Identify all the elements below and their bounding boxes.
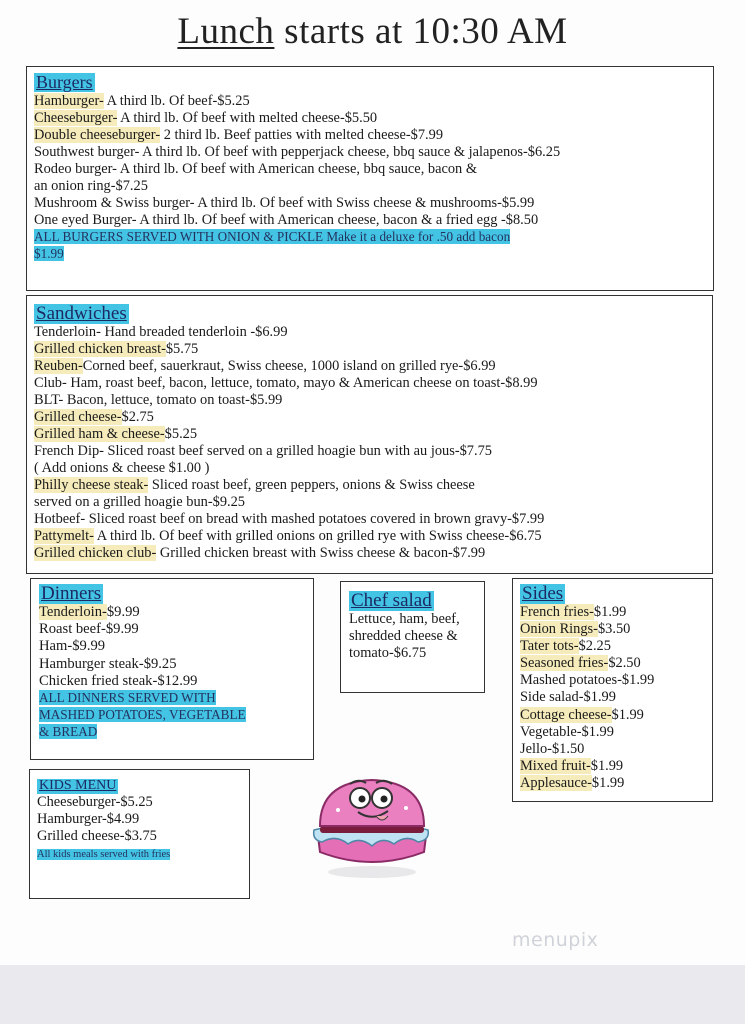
menu-item-name: Hotbeef- bbox=[34, 511, 86, 527]
menu-item-description: Grilled chicken breast with Swiss cheese & bacon-$7.99 bbox=[156, 545, 486, 561]
menu-item-name: Mashed potatoes- bbox=[520, 672, 622, 689]
menu-item-line bbox=[520, 707, 712, 724]
dinners-section bbox=[30, 578, 314, 760]
menu-item-line bbox=[520, 741, 712, 758]
menu-item-name: Mushroom & Swiss burger- bbox=[34, 195, 195, 211]
menu-item-name: Tater tots- bbox=[520, 638, 579, 655]
menu-item-line bbox=[34, 494, 712, 511]
menu-item-description: Ham, roast beef, bacon, lettuce, tomato, mayo & American cheese on toast-$8.99 bbox=[66, 375, 538, 391]
menu-item-line bbox=[34, 511, 712, 528]
menu-item-description: $1.50 bbox=[551, 740, 585, 757]
menu-item-line bbox=[34, 375, 712, 392]
menu-item-description: $4.99 bbox=[106, 811, 140, 827]
menu-item-name: Vegetable- bbox=[520, 723, 582, 740]
menu-item-line bbox=[520, 621, 712, 638]
menu-item-name: Hamburger steak- bbox=[39, 655, 144, 672]
menu-item-line bbox=[37, 794, 249, 811]
menu-item-description: $5.75 bbox=[165, 341, 199, 357]
menu-item-line bbox=[520, 758, 712, 775]
menu-item-line bbox=[520, 655, 712, 672]
menu-item-name: Philly cheese steak- bbox=[34, 477, 149, 493]
menu-item-line bbox=[34, 144, 713, 161]
menu-item-description: $2.50 bbox=[608, 655, 641, 672]
page-title bbox=[0, 10, 745, 53]
menu-item-description: $1.99 bbox=[611, 706, 644, 723]
menu-item-name: Grilled ham & cheese- bbox=[34, 426, 165, 442]
menu-item-line bbox=[34, 358, 712, 375]
menu-item-name: Cheeseburger- bbox=[34, 110, 118, 126]
menu-item-line bbox=[39, 604, 313, 621]
mascot-sesame bbox=[336, 808, 340, 812]
menu-item-name: Jello- bbox=[520, 740, 552, 757]
menu-item-description: Corned beef, sauerkraut, Swiss cheese, 1000 island on grilled rye-$6.99 bbox=[82, 358, 496, 374]
mascot-left-pupil bbox=[359, 796, 366, 803]
menu-item-name: Roast beef- bbox=[39, 621, 106, 638]
menu-item-line bbox=[520, 724, 712, 741]
menu-item-description: Bacon, lettuce, tomato on toast-$5.99 bbox=[63, 392, 283, 408]
menu-item-description: A third lb. Of beef with Swiss cheese & mushrooms-$5.99 bbox=[194, 195, 535, 211]
menu-item-description: $9.25 bbox=[143, 655, 177, 672]
menu-item-line bbox=[34, 392, 712, 409]
sides-heading: Sides bbox=[522, 583, 564, 604]
menu-item-name: Grilled chicken club- bbox=[34, 545, 157, 561]
kids-menu-section bbox=[29, 769, 250, 899]
burgers-section bbox=[26, 66, 714, 291]
chef-salad-description: Lettuce, ham, beef, shredded cheese & tomato-$6.75 bbox=[349, 611, 460, 661]
menu-item-description: 2 third lb. Beef patties with melted cheese-$7.99 bbox=[160, 127, 444, 143]
menu-item-description: $3.75 bbox=[124, 828, 157, 844]
menu-item-line bbox=[34, 443, 712, 460]
menu-item-description: A third lb. Of beef with melted cheese-$5.50 bbox=[117, 110, 378, 126]
menu-item-description: A third lb. Of beef with grilled onions on grilled rye with Swiss cheese-$6.75 bbox=[93, 528, 542, 544]
mascot-shadow bbox=[328, 866, 416, 878]
menu-item-line bbox=[520, 638, 712, 655]
menu-item-line bbox=[34, 545, 712, 562]
menu-item-description: an onion ring-$7.25 bbox=[34, 178, 148, 194]
menu-item-description: $1.99 bbox=[621, 672, 655, 689]
menu-item-name: One eyed Burger- bbox=[34, 212, 137, 228]
burger-mascot-image bbox=[306, 764, 436, 884]
menu-item-description: served on a grilled hoagie bun-$9.25 bbox=[34, 494, 246, 510]
menu-item-line bbox=[39, 673, 313, 690]
menu-item-name: BLT- bbox=[34, 392, 64, 408]
dinners-note-line: & BREAD bbox=[39, 724, 98, 740]
sandwiches-section bbox=[26, 295, 713, 574]
menu-item-name: Ham- bbox=[39, 638, 73, 655]
menu-item-description: $1.99 bbox=[593, 604, 627, 620]
menu-item-description: $2.25 bbox=[578, 638, 611, 655]
menu-item-line bbox=[34, 195, 713, 212]
menu-item-description: A third lb. Of beef with American cheese, bacon & a fried egg -$8.50 bbox=[136, 212, 539, 228]
menu-item-line bbox=[34, 93, 713, 110]
menu-item-name: Hamburger- bbox=[37, 811, 107, 827]
kids-note: All kids meals served with fries bbox=[37, 849, 171, 860]
menu-item-description: Hand breaded tenderloin -$6.99 bbox=[100, 324, 288, 340]
menu-item-description: A third lb. Of beef with American cheese, bbq sauce, bacon & bbox=[116, 161, 478, 177]
menu-item-description: Sliced roast beef served on a grilled hoagie bun with au jous-$7.75 bbox=[103, 443, 492, 459]
menu-item-line bbox=[34, 477, 712, 494]
menu-item-description: A third lb. Of beef-$5.25 bbox=[103, 93, 250, 109]
menu-item-line bbox=[39, 621, 313, 638]
menu-item-description: Sliced roast beef, green peppers, onions & Swiss cheese bbox=[148, 477, 475, 493]
menu-item-description: $9.99 bbox=[105, 621, 139, 638]
watermark: menupix bbox=[512, 929, 599, 951]
mascot-patty bbox=[320, 826, 424, 833]
menu-item-line bbox=[39, 638, 313, 655]
menu-item-description: $1.99 bbox=[583, 689, 616, 706]
menu-item-name: Side salad- bbox=[520, 689, 584, 706]
menu-item-description: Sliced roast beef on bread with mashed potatoes covered in brown gravy-$7.99 bbox=[85, 511, 545, 527]
menu-item-description: $2.75 bbox=[121, 409, 154, 425]
menu-item-line bbox=[34, 110, 713, 127]
menu-item-line bbox=[520, 775, 712, 792]
menu-item-line bbox=[520, 672, 712, 689]
menu-item-line bbox=[34, 127, 713, 144]
sandwiches-list bbox=[34, 324, 712, 562]
menu-item-line bbox=[520, 604, 712, 621]
dinners-note-line: MASHED POTATOES, VEGETABLE bbox=[39, 707, 246, 723]
menu-item-name: Applesauce- bbox=[520, 774, 592, 791]
kids-menu-heading: KIDS MENU bbox=[39, 778, 117, 793]
sides-list bbox=[520, 604, 712, 792]
menu-item-description: $1.99 bbox=[591, 774, 625, 791]
menu-item-description: $12.99 bbox=[157, 672, 198, 689]
menu-item-description: $9.99 bbox=[106, 604, 140, 620]
menu-item-line bbox=[34, 161, 713, 178]
menu-item-name: French Dip- bbox=[34, 443, 104, 459]
mascot-top-bun bbox=[320, 780, 424, 826]
mascot-right-pupil bbox=[381, 796, 388, 803]
menu-item-name: Mixed fruit- bbox=[520, 757, 591, 774]
menu-item-line bbox=[37, 811, 249, 828]
menu-item-name: Cottage cheese- bbox=[520, 706, 612, 723]
menu-item-name: Cheeseburger- bbox=[37, 794, 121, 810]
menu-item-name: Tenderloin- bbox=[39, 604, 107, 620]
menu-item-line bbox=[34, 409, 712, 426]
menu-item-line bbox=[34, 460, 712, 477]
menu-item-description: ( Add onions & cheese $1.00 ) bbox=[34, 460, 210, 476]
menu-item-name: Chicken fried steak- bbox=[39, 672, 158, 689]
menu-item-description: $5.25 bbox=[120, 794, 153, 810]
dinners-list bbox=[39, 604, 313, 690]
menu-item-description: $1.99 bbox=[581, 723, 614, 740]
menu-item-name: Seasoned fries- bbox=[520, 655, 609, 672]
menu-item-name: Tenderloin- bbox=[34, 324, 101, 340]
menu-item-name: Grilled cheese- bbox=[37, 828, 125, 844]
menu-item-line bbox=[34, 178, 713, 195]
menu-item-name: Rodeo burger- bbox=[34, 161, 117, 177]
menu-item-description: $9.99 bbox=[72, 638, 106, 655]
sandwiches-heading: Sandwiches bbox=[36, 303, 127, 324]
menu-item-line bbox=[34, 212, 713, 229]
menu-item-description: $1.99 bbox=[590, 757, 624, 774]
menu-item-line bbox=[34, 528, 712, 545]
menu-item-description: $3.50 bbox=[597, 621, 631, 638]
mascot-sesame bbox=[404, 806, 408, 810]
menu-item-name: Double cheeseburger- bbox=[34, 127, 161, 143]
menu-item-name: French fries- bbox=[520, 604, 594, 620]
dinners-heading: Dinners bbox=[41, 583, 102, 604]
menu-item-name: Grilled chicken breast- bbox=[34, 341, 166, 357]
burgers-note: ALL BURGERS SERVED WITH ONION & PICKLE Make it a deluxe for .50 add bacon bbox=[34, 229, 511, 244]
burgers-note-price: $1.99 bbox=[34, 246, 64, 261]
dinners-note-line: ALL DINNERS SERVED WITH bbox=[39, 690, 216, 706]
title-rest: starts at 10:30 AM bbox=[274, 11, 568, 52]
kids-list bbox=[37, 794, 249, 845]
menu-item-line bbox=[34, 426, 712, 443]
title-lunch: Lunch bbox=[177, 11, 275, 52]
menu-item-name: Club- bbox=[34, 375, 67, 391]
chef-salad-heading: Chef salad bbox=[351, 590, 432, 611]
menu-item-line bbox=[39, 656, 313, 673]
menu-item-line bbox=[520, 689, 712, 706]
menu-item-description: A third lb. Of beef with pepperjack cheese, bbq sauce & jalapenos-$6.25 bbox=[139, 144, 561, 160]
chef-salad-section bbox=[340, 581, 485, 693]
menu-item-name: Onion Rings- bbox=[520, 621, 598, 638]
sides-section bbox=[512, 578, 713, 802]
menu-item-name: Hamburger- bbox=[34, 93, 104, 109]
footer-band bbox=[0, 965, 745, 1024]
burgers-heading: Burgers bbox=[36, 72, 93, 92]
menu-item-line bbox=[37, 828, 249, 845]
menu-item-line bbox=[34, 341, 712, 358]
menu-item-name: Pattymelt- bbox=[34, 528, 94, 544]
menu-item-name: Grilled cheese- bbox=[34, 409, 122, 425]
menu-item-name: Reuben- bbox=[34, 358, 83, 374]
menu-item-line bbox=[34, 324, 712, 341]
menu-item-description: $5.25 bbox=[164, 426, 198, 442]
menu-item-name: Southwest burger- bbox=[34, 144, 140, 160]
burgers-list bbox=[34, 93, 713, 229]
